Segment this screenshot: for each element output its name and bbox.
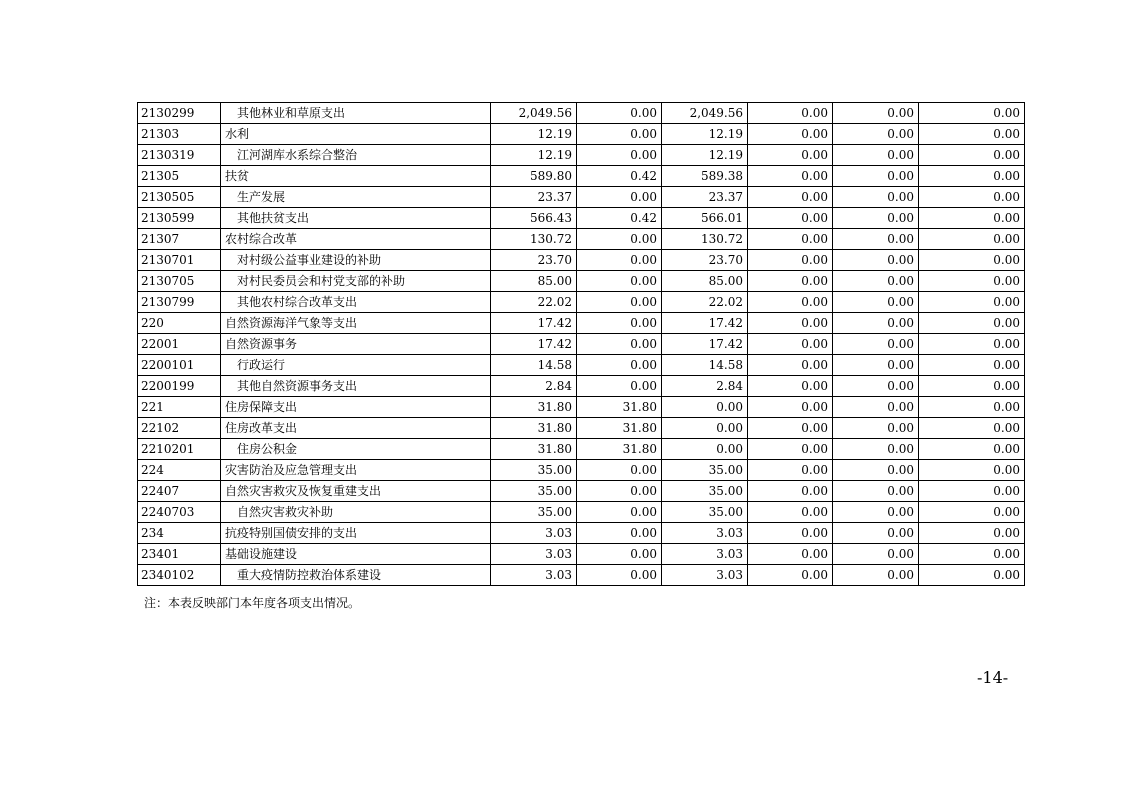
subject-name-cell: 其他农村综合改革支出: [221, 292, 491, 313]
subject-code-cell: 22001: [138, 334, 221, 355]
amount-cell: 35.00: [662, 481, 748, 502]
amount-cell: 3.03: [491, 544, 577, 565]
amount-cell: 0.00: [748, 166, 833, 187]
subject-code-cell: 2130505: [138, 187, 221, 208]
amount-cell: 0.00: [833, 481, 919, 502]
amount-cell: 0.00: [919, 250, 1025, 271]
amount-cell: 0.00: [919, 439, 1025, 460]
table-row: [138, 481, 1025, 502]
amount-cell: 589.38: [662, 166, 748, 187]
amount-cell: 14.58: [662, 355, 748, 376]
subject-code-cell: 2130701: [138, 250, 221, 271]
subject-code-cell: 2130319: [138, 145, 221, 166]
subject-name-cell: 对村民委员会和村党支部的补助: [221, 271, 491, 292]
amount-cell: 0.00: [577, 229, 662, 250]
amount-cell: 0.00: [662, 439, 748, 460]
amount-cell: 0.00: [748, 565, 833, 586]
amount-cell: 130.72: [662, 229, 748, 250]
amount-cell: 0.00: [577, 124, 662, 145]
amount-cell: 3.03: [662, 523, 748, 544]
amount-cell: 0.00: [577, 544, 662, 565]
amount-cell: 0.00: [833, 103, 919, 124]
amount-cell: 0.00: [833, 565, 919, 586]
amount-cell: 3.03: [662, 544, 748, 565]
amount-cell: 0.00: [577, 502, 662, 523]
amount-cell: 23.37: [662, 187, 748, 208]
amount-cell: 0.00: [919, 565, 1025, 586]
subject-name-cell: 其他扶贫支出: [221, 208, 491, 229]
amount-cell: 0.00: [919, 103, 1025, 124]
table-row: [138, 250, 1025, 271]
amount-cell: 0.00: [833, 250, 919, 271]
amount-cell: 0.00: [748, 187, 833, 208]
amount-cell: 0.00: [748, 376, 833, 397]
amount-cell: 0.00: [577, 271, 662, 292]
amount-cell: 0.00: [833, 544, 919, 565]
subject-name-cell: 自然灾害救灾补助: [221, 502, 491, 523]
amount-cell: 22.02: [662, 292, 748, 313]
amount-cell: 0.00: [919, 418, 1025, 439]
subject-code-cell: 2200101: [138, 355, 221, 376]
amount-cell: 31.80: [491, 418, 577, 439]
amount-cell: 0.00: [748, 250, 833, 271]
amount-cell: 0.00: [577, 250, 662, 271]
amount-cell: 0.00: [833, 397, 919, 418]
subject-name-cell: 生产发展: [221, 187, 491, 208]
subject-code-cell: 2130299: [138, 103, 221, 124]
amount-cell: 0.00: [748, 229, 833, 250]
subject-name-cell: 江河湖库水系综合整治: [221, 145, 491, 166]
amount-cell: 0.00: [919, 145, 1025, 166]
amount-cell: 85.00: [491, 271, 577, 292]
amount-cell: 0.00: [748, 460, 833, 481]
amount-cell: 0.00: [919, 502, 1025, 523]
amount-cell: 2.84: [491, 376, 577, 397]
table-row: [138, 460, 1025, 481]
amount-cell: 0.00: [833, 460, 919, 481]
subject-name-cell: 自然资源事务: [221, 334, 491, 355]
amount-cell: 0.00: [919, 544, 1025, 565]
amount-cell: 3.03: [662, 565, 748, 586]
amount-cell: 0.00: [748, 397, 833, 418]
subject-name-cell: 水利: [221, 124, 491, 145]
amount-cell: 23.70: [491, 250, 577, 271]
amount-cell: 0.00: [919, 124, 1025, 145]
amount-cell: 0.00: [577, 523, 662, 544]
amount-cell: 3.03: [491, 523, 577, 544]
subject-code-cell: 23401: [138, 544, 221, 565]
amount-cell: 0.00: [577, 313, 662, 334]
amount-cell: 31.80: [577, 439, 662, 460]
amount-cell: 0.00: [919, 208, 1025, 229]
amount-cell: 0.00: [833, 502, 919, 523]
amount-cell: 0.42: [577, 208, 662, 229]
table-row: [138, 502, 1025, 523]
amount-cell: 0.00: [833, 523, 919, 544]
table-footnote: 注：本表反映部门本年度各项支出情况。: [144, 596, 361, 610]
subject-code-cell: 2130705: [138, 271, 221, 292]
amount-cell: 0.00: [833, 376, 919, 397]
table-row: [138, 376, 1025, 397]
amount-cell: 3.03: [491, 565, 577, 586]
subject-code-cell: 221: [138, 397, 221, 418]
amount-cell: 0.00: [919, 397, 1025, 418]
subject-code-cell: 21305: [138, 166, 221, 187]
amount-cell: 0.00: [577, 334, 662, 355]
amount-cell: 0.00: [748, 124, 833, 145]
amount-cell: 0.00: [662, 397, 748, 418]
amount-cell: 35.00: [662, 460, 748, 481]
amount-cell: 0.00: [662, 418, 748, 439]
amount-cell: 0.00: [748, 334, 833, 355]
subject-name-cell: 灾害防治及应急管理支出: [221, 460, 491, 481]
amount-cell: 0.00: [919, 481, 1025, 502]
amount-cell: 0.00: [577, 376, 662, 397]
amount-cell: 2,049.56: [491, 103, 577, 124]
subject-name-cell: 自然灾害救灾及恢复重建支出: [221, 481, 491, 502]
amount-cell: 23.70: [662, 250, 748, 271]
amount-cell: 2,049.56: [662, 103, 748, 124]
subject-name-cell: 重大疫情防控救治体系建设: [221, 565, 491, 586]
amount-cell: 0.00: [833, 208, 919, 229]
amount-cell: 23.37: [491, 187, 577, 208]
amount-cell: 14.58: [491, 355, 577, 376]
amount-cell: 85.00: [662, 271, 748, 292]
amount-cell: 12.19: [491, 124, 577, 145]
amount-cell: 35.00: [491, 481, 577, 502]
amount-cell: 0.42: [577, 166, 662, 187]
subject-name-cell: 行政运行: [221, 355, 491, 376]
table-row: [138, 103, 1025, 124]
amount-cell: 0.00: [748, 481, 833, 502]
page-number: -14-: [977, 668, 1009, 687]
amount-cell: 566.43: [491, 208, 577, 229]
amount-cell: 0.00: [748, 103, 833, 124]
subject-name-cell: 对村级公益事业建设的补助: [221, 250, 491, 271]
table-row: [138, 418, 1025, 439]
amount-cell: 0.00: [748, 292, 833, 313]
amount-cell: 0.00: [748, 439, 833, 460]
amount-cell: 0.00: [833, 439, 919, 460]
subject-code-cell: 220: [138, 313, 221, 334]
amount-cell: 12.19: [662, 145, 748, 166]
amount-cell: 31.80: [577, 397, 662, 418]
amount-cell: 0.00: [577, 355, 662, 376]
subject-name-cell: 自然资源海洋气象等支出: [221, 313, 491, 334]
amount-cell: 0.00: [833, 313, 919, 334]
amount-cell: 35.00: [491, 502, 577, 523]
table-row: [138, 208, 1025, 229]
subject-code-cell: 2340102: [138, 565, 221, 586]
subject-name-cell: 住房公积金: [221, 439, 491, 460]
amount-cell: 0.00: [577, 460, 662, 481]
amount-cell: 0.00: [919, 271, 1025, 292]
amount-cell: 0.00: [919, 292, 1025, 313]
subject-name-cell: 住房改革支出: [221, 418, 491, 439]
amount-cell: 0.00: [919, 229, 1025, 250]
subject-name-cell: 农村综合改革: [221, 229, 491, 250]
amount-cell: 0.00: [919, 460, 1025, 481]
amount-cell: 0.00: [577, 292, 662, 313]
subject-code-cell: 2210201: [138, 439, 221, 460]
table-row: [138, 292, 1025, 313]
table-row: [138, 355, 1025, 376]
amount-cell: 2.84: [662, 376, 748, 397]
amount-cell: 0.00: [833, 145, 919, 166]
amount-cell: 31.80: [577, 418, 662, 439]
amount-cell: 0.00: [833, 229, 919, 250]
subject-code-cell: 22407: [138, 481, 221, 502]
amount-cell: 0.00: [748, 145, 833, 166]
amount-cell: 0.00: [833, 271, 919, 292]
amount-cell: 0.00: [748, 544, 833, 565]
amount-cell: 31.80: [491, 439, 577, 460]
table-row: [138, 334, 1025, 355]
amount-cell: 0.00: [748, 271, 833, 292]
table-row: [138, 187, 1025, 208]
amount-cell: 0.00: [748, 418, 833, 439]
amount-cell: 566.01: [662, 208, 748, 229]
amount-cell: 17.42: [491, 334, 577, 355]
amount-cell: 22.02: [491, 292, 577, 313]
subject-name-cell: 抗疫特别国债安排的支出: [221, 523, 491, 544]
amount-cell: 0.00: [748, 355, 833, 376]
amount-cell: 0.00: [577, 187, 662, 208]
expenditure-table: [137, 102, 1025, 586]
table-row: [138, 271, 1025, 292]
amount-cell: 31.80: [491, 397, 577, 418]
amount-cell: 17.42: [491, 313, 577, 334]
amount-cell: 0.00: [577, 145, 662, 166]
amount-cell: 130.72: [491, 229, 577, 250]
subject-name-cell: 扶贫: [221, 166, 491, 187]
amount-cell: 0.00: [919, 313, 1025, 334]
amount-cell: 35.00: [662, 502, 748, 523]
table-row: [138, 229, 1025, 250]
table-row: [138, 145, 1025, 166]
subject-name-cell: 住房保障支出: [221, 397, 491, 418]
subject-code-cell: 2130599: [138, 208, 221, 229]
amount-cell: 17.42: [662, 313, 748, 334]
amount-cell: 12.19: [662, 124, 748, 145]
amount-cell: 589.80: [491, 166, 577, 187]
table-row: [138, 439, 1025, 460]
amount-cell: 0.00: [577, 481, 662, 502]
subject-name-cell: 其他林业和草原支出: [221, 103, 491, 124]
subject-code-cell: 21303: [138, 124, 221, 145]
amount-cell: 0.00: [919, 355, 1025, 376]
subject-code-cell: 224: [138, 460, 221, 481]
amount-cell: 0.00: [833, 292, 919, 313]
table-row: [138, 124, 1025, 145]
amount-cell: 0.00: [833, 418, 919, 439]
subject-name-cell: 基础设施建设: [221, 544, 491, 565]
subject-code-cell: 234: [138, 523, 221, 544]
subject-code-cell: 2240703: [138, 502, 221, 523]
subject-code-cell: 2130799: [138, 292, 221, 313]
amount-cell: 0.00: [833, 187, 919, 208]
amount-cell: 12.19: [491, 145, 577, 166]
subject-name-cell: 其他自然资源事务支出: [221, 376, 491, 397]
amount-cell: 0.00: [748, 313, 833, 334]
table-row: [138, 523, 1025, 544]
amount-cell: 0.00: [919, 334, 1025, 355]
table-row: [138, 544, 1025, 565]
amount-cell: 35.00: [491, 460, 577, 481]
amount-cell: 0.00: [577, 103, 662, 124]
subject-code-cell: 21307: [138, 229, 221, 250]
amount-cell: 0.00: [833, 334, 919, 355]
amount-cell: 0.00: [577, 565, 662, 586]
subject-code-cell: 22102: [138, 418, 221, 439]
table-row: [138, 166, 1025, 187]
amount-cell: 0.00: [748, 502, 833, 523]
amount-cell: 0.00: [748, 208, 833, 229]
subject-code-cell: 2200199: [138, 376, 221, 397]
amount-cell: 0.00: [748, 523, 833, 544]
amount-cell: 0.00: [919, 523, 1025, 544]
amount-cell: 17.42: [662, 334, 748, 355]
amount-cell: 0.00: [833, 166, 919, 187]
amount-cell: 0.00: [833, 355, 919, 376]
amount-cell: 0.00: [919, 166, 1025, 187]
amount-cell: 0.00: [919, 187, 1025, 208]
amount-cell: 0.00: [833, 124, 919, 145]
table-row: [138, 565, 1025, 586]
table-body: [138, 103, 1025, 586]
table-row: [138, 397, 1025, 418]
table-row: [138, 313, 1025, 334]
amount-cell: 0.00: [919, 376, 1025, 397]
